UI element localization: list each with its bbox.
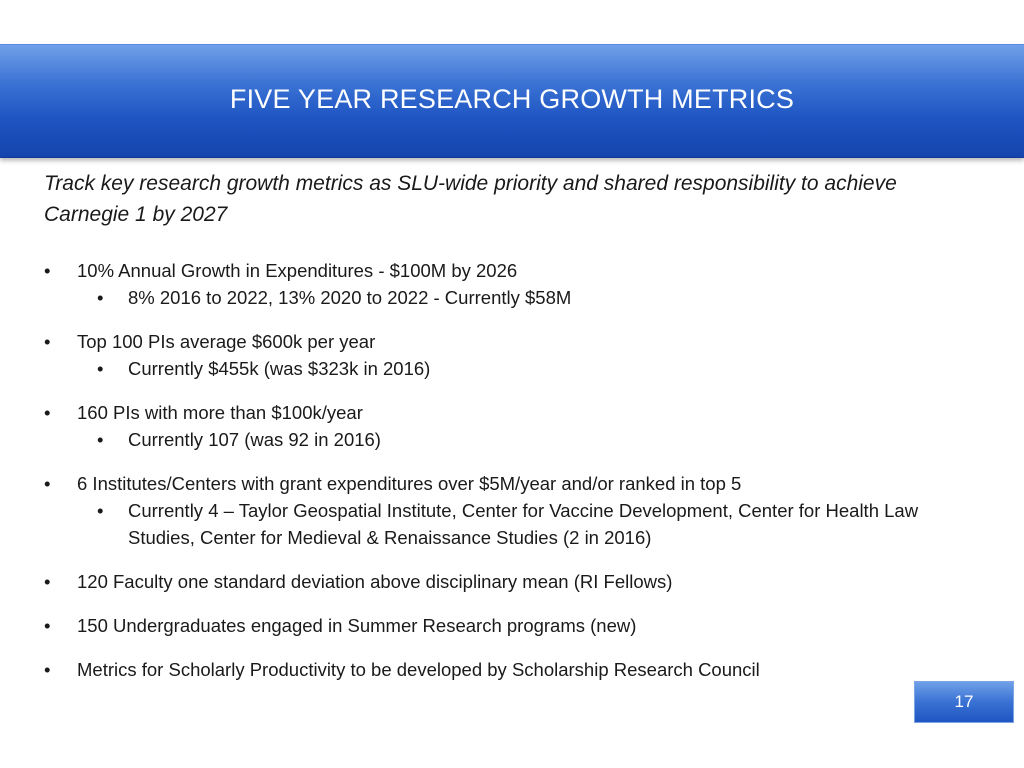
page-number: 17 bbox=[954, 692, 974, 711]
bullet-text: Top 100 PIs average $600k per year bbox=[77, 331, 376, 352]
bullet-text: 10% Annual Growth in Expenditures - $100M by 2026 bbox=[77, 260, 518, 281]
bullet-dot-icon: • bbox=[44, 473, 51, 494]
bullet-text: Metrics for Scholarly Productivity to be developed by Scholarship Research Council bbox=[77, 659, 760, 680]
bullet-text: 120 Faculty one standard deviation above disciplinary mean (RI Fellows) bbox=[77, 571, 673, 592]
sub-bullet-text: Currently 4 – Taylor Geospatial Institute, Center for Vaccine Development, Center for Health Law Studies, Center for Medieval & Renaissance Studies (2 in 2016) bbox=[128, 500, 919, 548]
bullet-dot-icon: • bbox=[44, 402, 51, 423]
bullet-text: 150 Undergraduates engaged in Summer Research programs (new) bbox=[77, 615, 637, 636]
bullet-dot-icon: • bbox=[44, 571, 51, 592]
bullet-item bbox=[44, 257, 944, 311]
bullet-text: 160 PIs with more than $100k/year bbox=[77, 402, 363, 423]
bullet-item bbox=[44, 328, 944, 382]
bullet-list bbox=[44, 257, 944, 700]
bullet-item bbox=[44, 568, 944, 595]
sub-bullet-item bbox=[44, 284, 944, 311]
slide-subtitle: Track key research growth metrics as SLU-wide priority and shared responsibility to achieve Carnegie 1 by 2027 bbox=[44, 172, 897, 226]
bullet-dot-icon: • bbox=[44, 659, 51, 680]
bullet-dot-icon: • bbox=[97, 358, 104, 379]
slide-title: FIVE YEAR RESEARCH GROWTH METRICS bbox=[229, 84, 795, 114]
bullet-dot-icon: • bbox=[44, 615, 51, 636]
bullet-item bbox=[44, 612, 944, 639]
bullet-dot-icon: • bbox=[97, 287, 104, 308]
bullet-item bbox=[44, 656, 944, 683]
bullet-dot-icon: • bbox=[44, 260, 51, 281]
page-number-badge bbox=[914, 681, 1014, 723]
bullet-dot-icon: • bbox=[97, 500, 104, 521]
bullet-item bbox=[44, 470, 944, 551]
bullet-item bbox=[44, 399, 944, 453]
bullet-dot-icon: • bbox=[97, 429, 104, 450]
sub-bullet-item bbox=[44, 426, 944, 453]
sub-bullet-item bbox=[44, 497, 944, 551]
bullet-dot-icon: • bbox=[44, 331, 51, 352]
sub-bullet-text: 8% 2016 to 2022, 13% 2020 to 2022 - Currently $58M bbox=[128, 287, 572, 308]
sub-bullet-text: Currently $455k (was $323k in 2016) bbox=[128, 358, 431, 379]
sub-bullet-item bbox=[44, 355, 944, 382]
sub-bullet-text: Currently 107 (was 92 in 2016) bbox=[128, 429, 381, 450]
bullet-text: 6 Institutes/Centers with grant expenditures over $5M/year and/or ranked in top 5 bbox=[77, 473, 742, 494]
